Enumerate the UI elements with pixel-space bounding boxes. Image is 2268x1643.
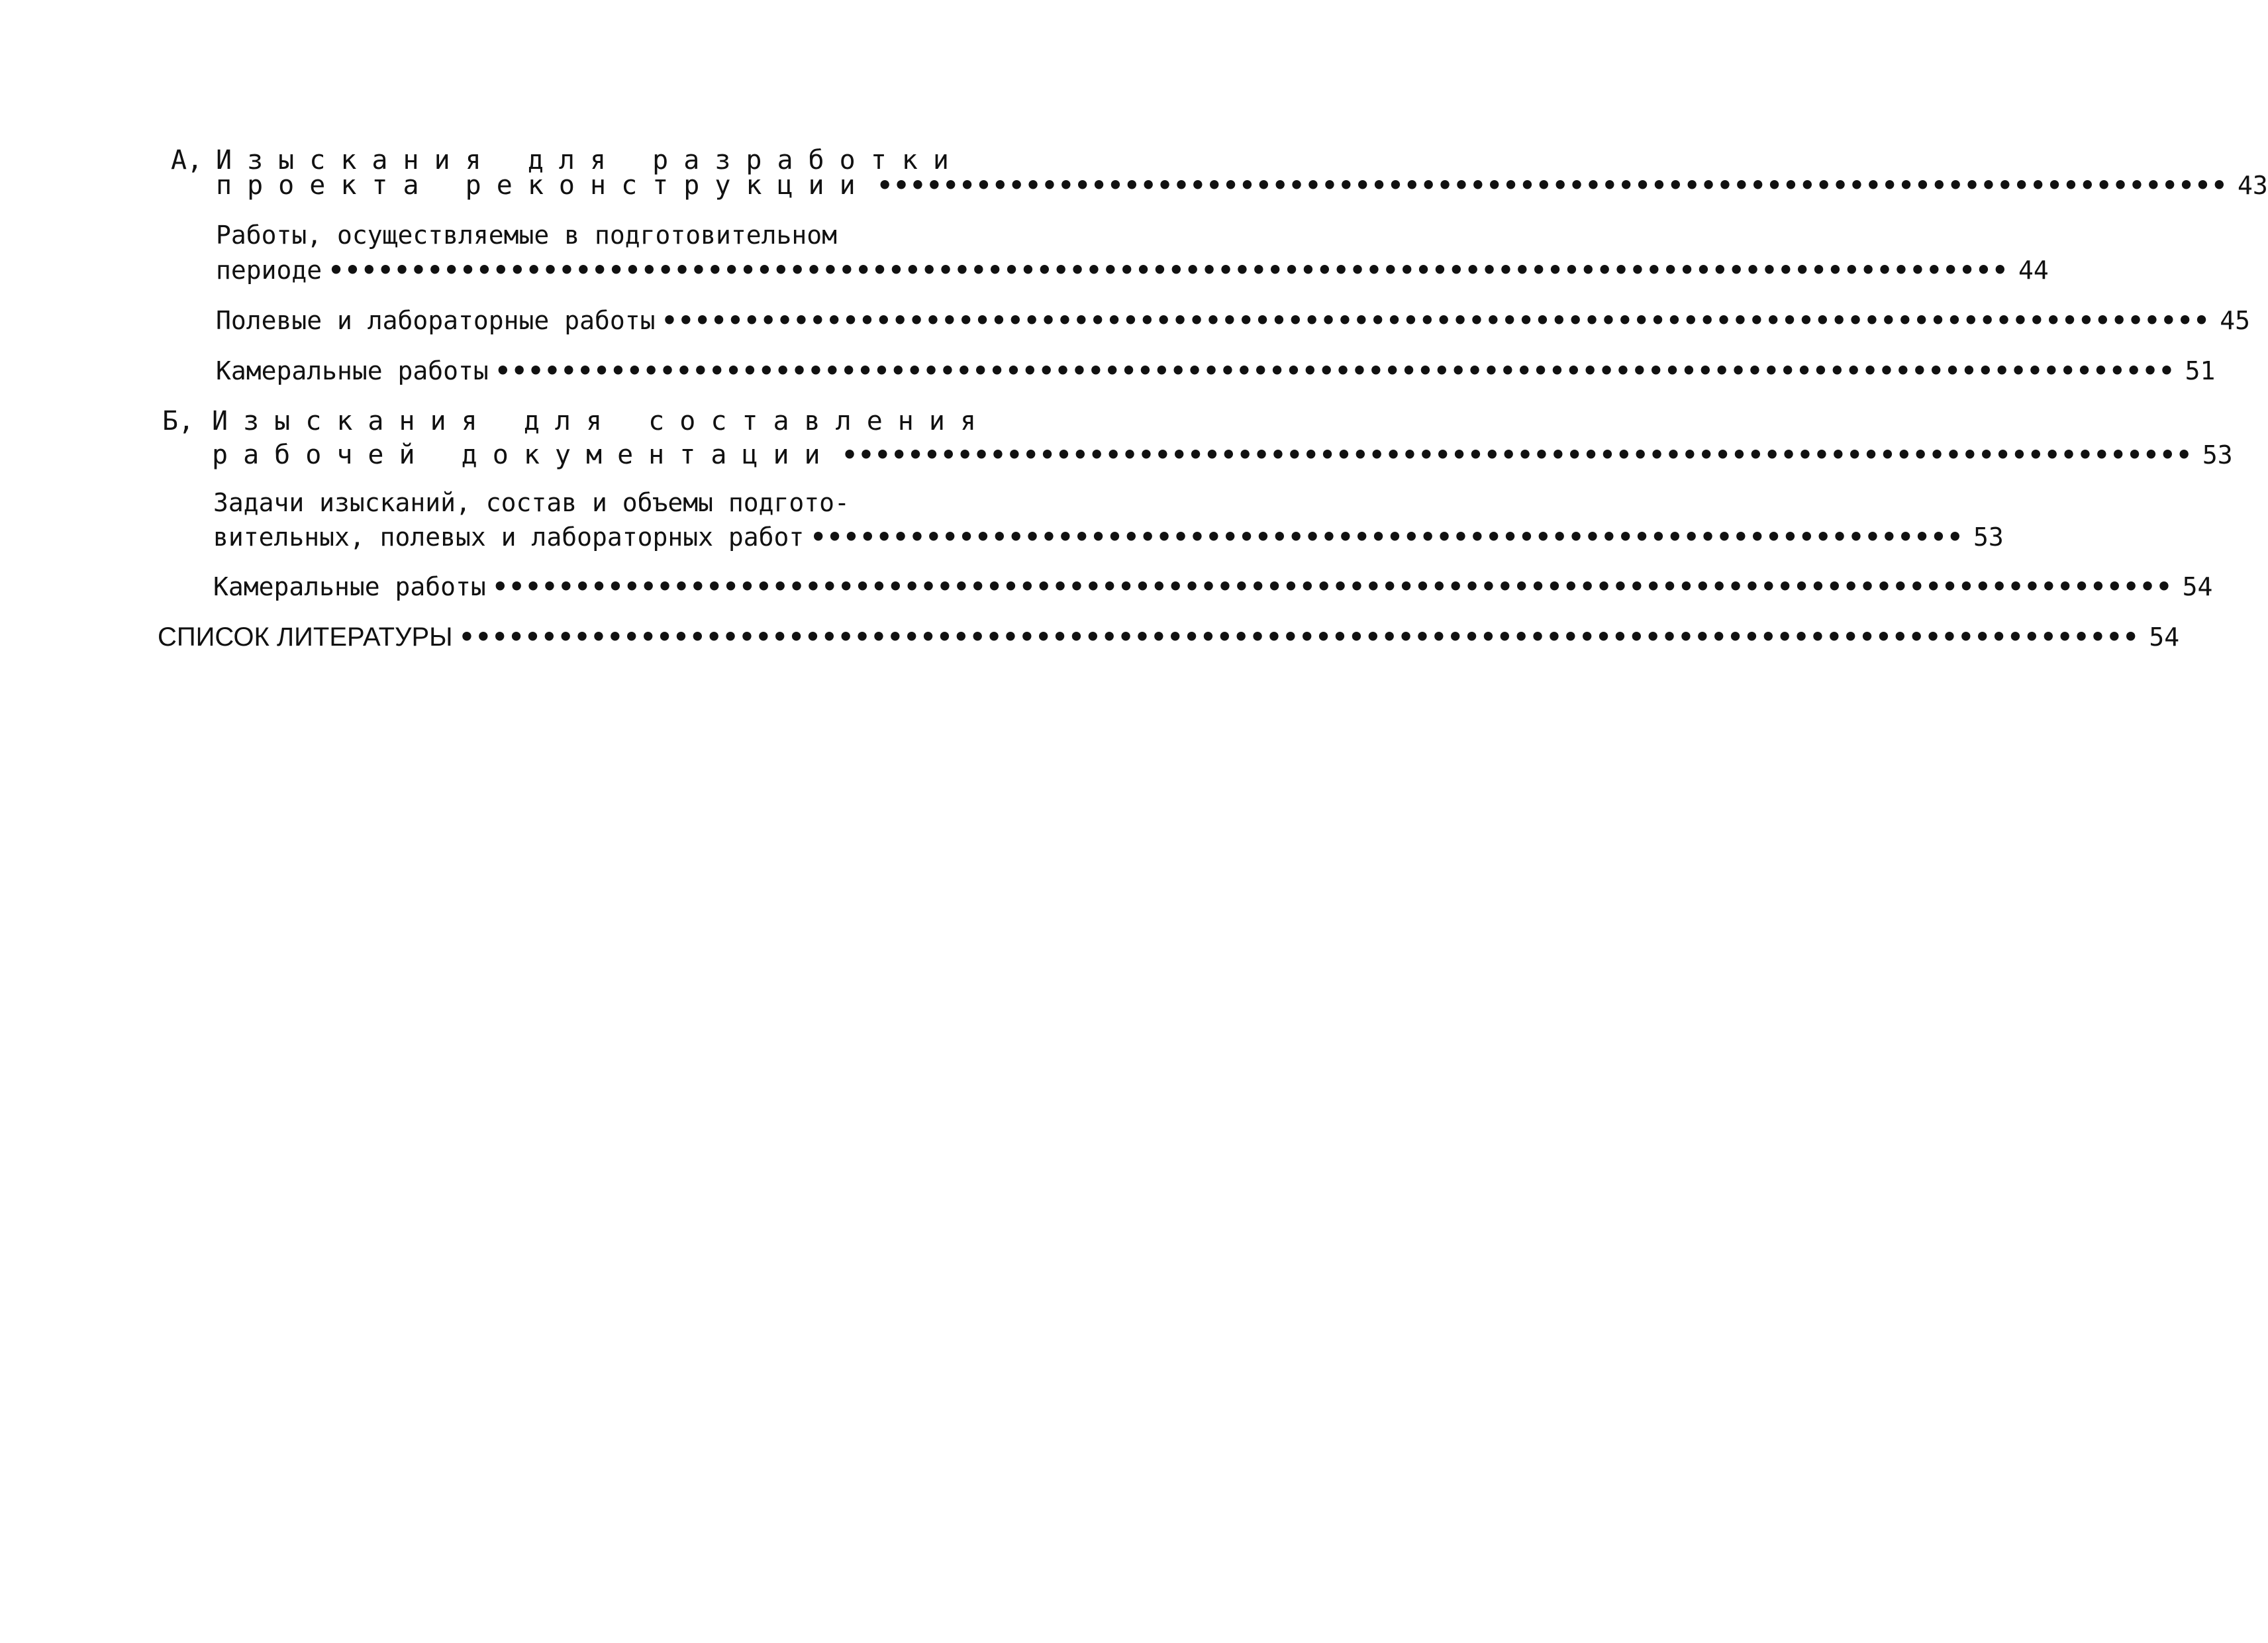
toc-entry-label-line1: Работы, осуществляемые в подготовительном bbox=[216, 221, 837, 250]
toc-entry-label-line2: периоде bbox=[216, 256, 322, 285]
page-number: 44 bbox=[2018, 256, 2049, 285]
section-a-letter: А, bbox=[171, 145, 203, 175]
page-number: 54 bbox=[2182, 572, 2213, 601]
toc-entry-label-line1: Задачи изысканий, состав и объемы подгото- bbox=[213, 488, 850, 517]
toc-entry-office-works-b[interactable] bbox=[213, 572, 2213, 601]
page-number: 53 bbox=[1973, 523, 2004, 552]
dot-leader: •••••••••••••••••••••••••••••••••••••••••••••••••••••••••••••••••••••••••••••••••••••••••••••••••••••• bbox=[495, 356, 2176, 385]
toc-entry-section-b[interactable] bbox=[212, 440, 2233, 470]
dot-leader: •••••••••••••••••••••••••••••••••••••••••••••••••••••••••••••••••••••••••••••••••••••••••••••••••••••• bbox=[459, 622, 2140, 652]
section-a-title: Изыскания для разработки bbox=[216, 145, 964, 175]
dot-leader: •••••••••••••••••••••••••••••••••••••••••••••••••••••••••••••••••••••• bbox=[811, 523, 1964, 552]
section-a-title-continued: проекта реконструкции bbox=[216, 170, 871, 201]
section-b-letter: Б, bbox=[162, 406, 195, 436]
page-number: 43 bbox=[2237, 171, 2268, 200]
bibliography-label: СПИСОК ЛИТЕРАТУРЫ bbox=[158, 622, 453, 652]
page-number: 45 bbox=[2220, 306, 2250, 335]
section-b-title-line1 bbox=[212, 407, 1033, 436]
toc-entry-tasks[interactable] bbox=[213, 523, 2004, 552]
page-number: 53 bbox=[2202, 440, 2233, 470]
dot-leader: •••••••••••••••••••••••••••••••••••••••••••••••••••••••••••••••••••••••••••••••••••••••••••••• bbox=[662, 306, 2210, 335]
section-b-title: Изыскания для составления bbox=[212, 406, 992, 436]
dot-leader: •••••••••••••••••••••••••••••••••••••••••••••••••••••••••••••••••••••••••••••••••• bbox=[842, 440, 2193, 470]
toc-entry-field-works[interactable] bbox=[216, 306, 2250, 335]
toc-entry-label-line2: вительных, полевых и лабораторных работ bbox=[213, 523, 805, 552]
toc-entry-label: Камеральные работы bbox=[213, 572, 486, 601]
toc-entry-prep-works[interactable] bbox=[216, 256, 2049, 285]
toc-entry-label: Камеральные работы bbox=[216, 356, 489, 385]
page-number: 54 bbox=[2149, 622, 2180, 652]
toc-entry-office-works-a[interactable] bbox=[216, 356, 2216, 385]
dot-leader: •••••••••••••••••••••••••••••••••••••••••••••••••••••••••••••••••••••••••••••••••••••••••••••••••••••• bbox=[328, 256, 2009, 285]
toc-entry-bibliography[interactable] bbox=[158, 622, 2180, 652]
dot-leader: •••••••••••••••••••••••••••••••••••••••••••••••••••••••••••••••••••••••••••••••••• bbox=[877, 171, 2228, 200]
toc-entry-label: Полевые и лабораторные работы bbox=[216, 306, 656, 335]
section-b-title-continued: рабочей документации bbox=[212, 440, 836, 470]
toc-entry-section-a[interactable] bbox=[216, 170, 2268, 201]
dot-leader: •••••••••••••••••••••••••••••••••••••••••••••••••••••••••••••••••••••••••••••••••••••••••••••••••••••• bbox=[492, 572, 2173, 601]
page-number: 51 bbox=[2185, 356, 2216, 385]
